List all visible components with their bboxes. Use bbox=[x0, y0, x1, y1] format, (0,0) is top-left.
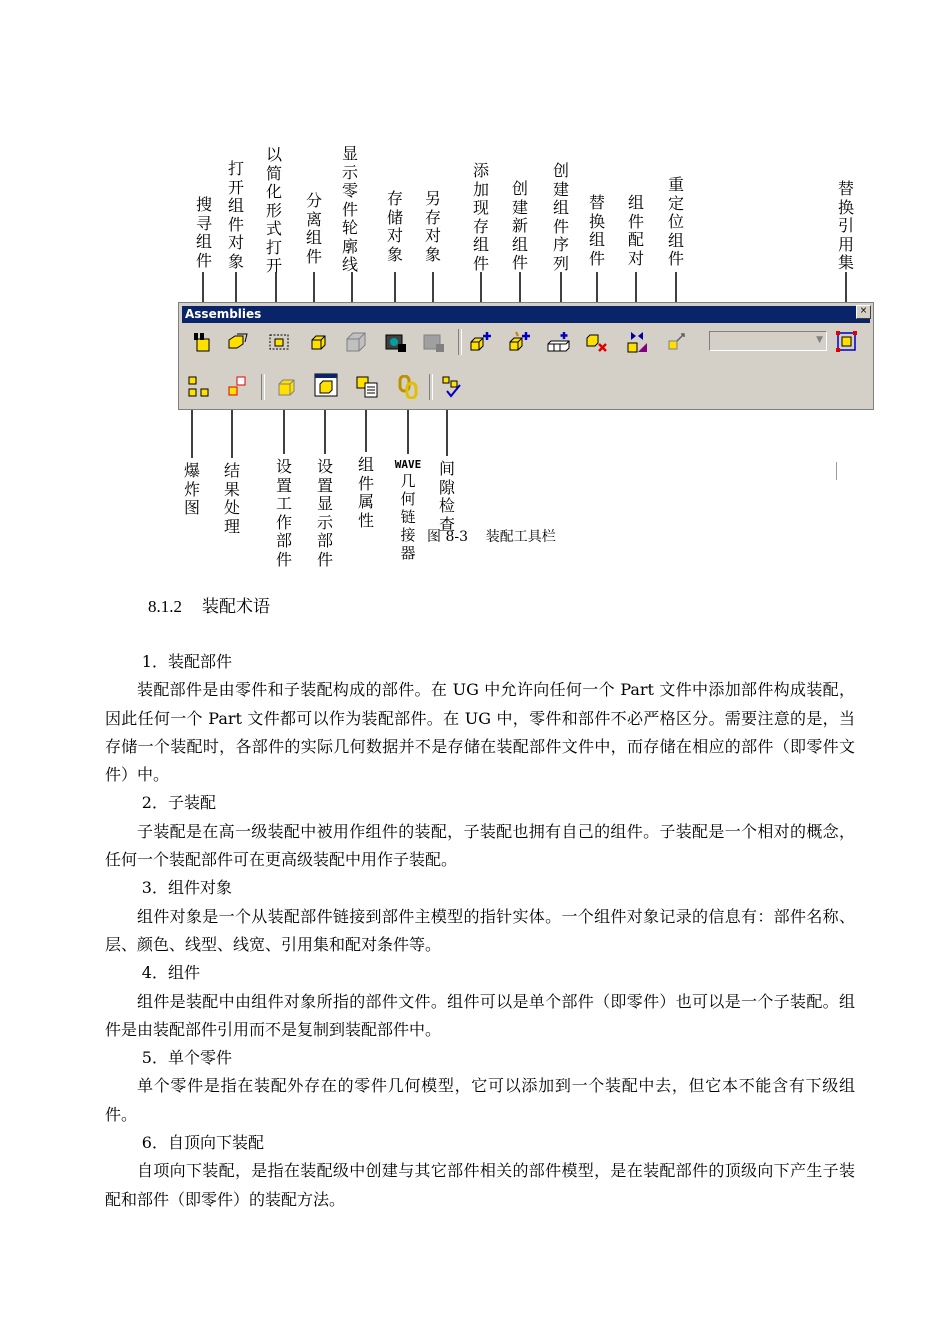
toolbar-separator bbox=[261, 374, 265, 400]
toolbar-title: Assemblies bbox=[182, 306, 870, 323]
label-separate-component: 分离组件 bbox=[305, 191, 322, 266]
replace-component-icon[interactable] bbox=[585, 330, 609, 354]
label-open-simplified: 以简化形式打开 bbox=[265, 145, 282, 275]
label-set-display-part: 设置显示部件 bbox=[316, 457, 333, 569]
term-paragraph: 组件是装配中由组件对象所指的部件文件。组件可以是单个部件（即零件）也可以是一个子装配。组件是由装配部件引用而不是复制到装配部件中。 bbox=[105, 991, 855, 1039]
term-heading: 5．单个零件 bbox=[141, 1048, 232, 1068]
add-existing-component-icon[interactable] bbox=[469, 330, 493, 354]
label-wave-text: 几何链接器 bbox=[400, 472, 416, 562]
label-wave-prefix: WAVE bbox=[394, 458, 422, 471]
term-heading: 1．装配部件 bbox=[141, 652, 232, 671]
assemblies-toolbar bbox=[178, 302, 874, 410]
section-number: 8.1.2 bbox=[148, 597, 182, 616]
set-display-part-icon[interactable] bbox=[314, 373, 338, 397]
set-work-part-icon[interactable] bbox=[275, 375, 299, 399]
separate-component-icon[interactable] bbox=[306, 330, 330, 354]
term-heading: 3．组件对象 bbox=[141, 878, 232, 898]
replace-reference-set-icon[interactable] bbox=[835, 330, 859, 354]
label-component-properties: 组件属性 bbox=[357, 455, 374, 530]
term-heading: 6．自顶向下装配 bbox=[141, 1133, 264, 1153]
open-simplified-icon[interactable] bbox=[267, 330, 291, 354]
component-properties-icon[interactable] bbox=[355, 375, 379, 399]
save-object-icon[interactable] bbox=[384, 330, 408, 354]
mate-component-icon[interactable] bbox=[625, 330, 649, 354]
exploded-view-icon[interactable] bbox=[187, 375, 211, 399]
label-show-part-outline: 显示零件轮廓线 bbox=[341, 144, 358, 274]
label-reposition-component: 重定位组件 bbox=[667, 175, 684, 268]
term-paragraph: 自项向下装配，是指在装配级中创建与其它部件相关的部件模型，是在装配部件的顶级向下产生子装配和部件（即零件）的装配方法。 bbox=[105, 1161, 855, 1209]
section-title-text: 装配术语 bbox=[202, 597, 270, 617]
body-text bbox=[105, 648, 855, 1214]
label-create-component-array: 创建组件序列 bbox=[552, 161, 569, 273]
toolbar-separator bbox=[458, 329, 462, 355]
chevron-down-icon[interactable]: ▼ bbox=[816, 335, 823, 345]
toolbar-close-button[interactable]: × bbox=[856, 305, 871, 319]
assemblies-toolbar-figure bbox=[0, 0, 950, 580]
reposition-component-icon[interactable] bbox=[665, 330, 689, 354]
label-set-work-part: 设置工作部件 bbox=[275, 457, 292, 569]
wave-geometry-linker-icon[interactable] bbox=[396, 375, 420, 399]
part-outline-icon[interactable] bbox=[344, 330, 368, 354]
label-save-object: 存储对象 bbox=[386, 189, 403, 264]
create-new-component-icon[interactable] bbox=[508, 330, 532, 354]
save-object-as-icon[interactable] bbox=[422, 330, 446, 354]
open-component-icon[interactable] bbox=[227, 330, 251, 354]
label-mate-component: 组件配对 bbox=[627, 193, 644, 268]
term-heading: 2．子装配 bbox=[141, 793, 216, 813]
label-replace-component: 替换组件 bbox=[588, 193, 605, 268]
toolbar-separator bbox=[429, 374, 433, 400]
label-clearance-check: 间隙检查 bbox=[438, 459, 455, 534]
term-heading: 4．组件 bbox=[141, 963, 200, 983]
term-paragraph: 组件对象是一个从装配部件链接到部件主模型的指针实体。一个组件对象记录的信息有：部件名称、层、颜色、线型、线宽、引用集和配对条件等。 bbox=[105, 906, 855, 954]
reference-set-combo[interactable] bbox=[709, 331, 827, 351]
label-save-object-as: 另存对象 bbox=[424, 189, 441, 264]
label-create-new-component: 创建新组件 bbox=[511, 179, 528, 272]
label-exploded-view: 爆炸图 bbox=[183, 461, 200, 517]
term-paragraph: 子装配是在高一级装配中被用作组件的装配，子装配也拥有自己的组件。子装配是一个相对的概念，任何一个装配部件可在更高级装配中用作子装配。 bbox=[105, 821, 855, 870]
create-component-array-icon[interactable] bbox=[547, 330, 571, 354]
label-add-existing-component: 添加现存组件 bbox=[472, 161, 489, 273]
section-heading bbox=[148, 592, 270, 617]
label-open-component-object: 打开组件对象 bbox=[227, 159, 244, 271]
result-processing-icon[interactable] bbox=[225, 375, 249, 399]
label-replace-reference-set: 替换引用集 bbox=[837, 179, 854, 272]
figure-caption: 图 8-3 装配工具栏 bbox=[427, 529, 556, 545]
term-paragraph: 装配部件是由零件和子装配构成的部件。在 UG 中允许向任何一个 Part 文件中添加部件构成装配，因此任何一个 Part 文件都可以作为装配部件。在 UG 中，零件和部件不必严格区分。需要注意的是，当存储一个装配时，各部件的实际几何数据并不是存储在装配部件文件中，而存储在相应的部件（即零件文件）中。 bbox=[105, 680, 855, 785]
term-paragraph: 单个零件是指在装配外存在的零件几何模型，它可以添加到一个装配中去，但它本不能含有下级组件。 bbox=[105, 1076, 855, 1124]
clearance-check-icon[interactable] bbox=[439, 375, 463, 399]
callout-arrows bbox=[0, 0, 950, 580]
label-result-processing: 结果处理 bbox=[223, 461, 240, 536]
label-find-component: 搜寻组件 bbox=[195, 195, 212, 270]
stray-mark bbox=[836, 462, 837, 480]
find-component-icon[interactable] bbox=[191, 330, 215, 354]
